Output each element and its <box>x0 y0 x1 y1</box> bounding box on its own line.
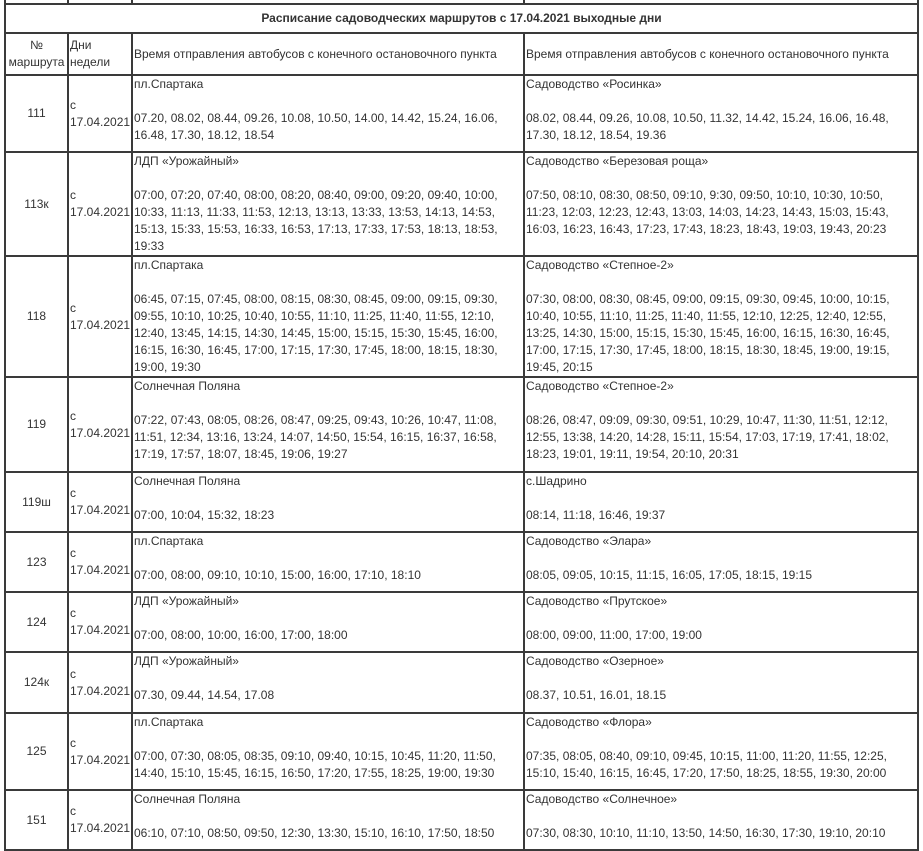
route-days: с 17.04.2021 <box>70 188 131 219</box>
spacer <box>526 93 916 110</box>
departure-a-cell <box>132 472 524 532</box>
route-days-cell <box>68 713 132 790</box>
departure-b-cell <box>524 75 918 152</box>
departure-b-cell <box>524 532 918 592</box>
departure-times-b: 07:35, 08:05, 08:40, 09:10, 09:45, 10:15, 11:00, 11:20, 11:55, 12:25, 15:10, 15:40, 16:15, 16:45, 17:20, 17:50, 18:25, 18:55, 19:30, 20:00 <box>526 749 887 780</box>
title-row <box>5 4 918 33</box>
departure-stop-b: Садоводство «Росинка» <box>526 77 662 91</box>
route-row <box>5 790 918 850</box>
route-days: с 17.04.2021 <box>70 546 131 577</box>
departure-a-cell <box>132 592 524 652</box>
route-number: 123 <box>26 554 47 569</box>
header-departure-a: Время отправления автобусов с конечного остановочного пункта <box>132 33 524 75</box>
header-route-number: № маршрута <box>5 33 68 75</box>
route-number-cell <box>5 377 68 472</box>
spacer <box>526 550 916 567</box>
departure-a-cell <box>132 652 524 713</box>
departure-times-a: 07:00, 07:30, 08:05, 08:35, 09:10, 09:40, 10:15, 10:45, 11:20, 11:50, 14:40, 15:10, 15:45, 16:15, 16:50, 17:20, 17:55, 18:25, 19:00, 19:30 <box>134 749 496 780</box>
spacer <box>526 170 916 187</box>
spacer <box>134 610 522 627</box>
schedule-table <box>4 0 919 851</box>
departure-stop-a: пл.Спартака <box>134 258 204 272</box>
departure-stop-b: Садоводство «Озерное» <box>526 654 664 668</box>
route-number-cell <box>5 532 68 592</box>
route-number-cell <box>5 472 68 532</box>
spacer <box>134 170 522 187</box>
route-row <box>5 472 918 532</box>
departure-b-cell <box>524 652 918 713</box>
spacer <box>134 274 522 291</box>
spacer <box>526 490 916 507</box>
departure-times-b: 07:30, 08:30, 10:10, 11:10, 13:50, 14:50, 16:30, 17:30, 19:10, 20:10 <box>526 826 886 840</box>
departure-stop-a: Солнечная Поляна <box>134 792 241 806</box>
departure-stop-a: пл.Спартака <box>134 715 204 729</box>
departure-times-b: 07:50, 08:10, 08:30, 08:50, 09:10, 9:30, 09:50, 10:10, 10:30, 10:50, 11:23, 12:03, 12:23, 12:43, 13:03, 14:03, 14:23, 14:43, 15:03, 15:43, 16:03, 16:23, 16:43, 17:23, 17:43, 18:23, 18:43, 19:03, 19:43, 20:23 <box>526 188 889 236</box>
spacer <box>134 731 522 748</box>
route-number: 124к <box>23 675 50 689</box>
spacer <box>526 610 916 627</box>
route-number: 119 <box>26 417 47 431</box>
departure-b-cell <box>524 713 918 790</box>
route-number-cell <box>5 592 68 652</box>
departure-times-a: 07:00, 10:04, 15:32, 18:23 <box>134 508 275 522</box>
route-row <box>5 652 918 713</box>
header-departure-b: Время отправления автобусов с конечного остановочного пункта <box>524 33 918 75</box>
route-days: с 17.04.2021 <box>70 666 131 698</box>
route-row <box>5 713 918 790</box>
schedule-title: Расписание садоводческих маршрутов с 17.04.2021 выходные дни <box>5 4 918 33</box>
route-number-cell <box>5 652 68 713</box>
route-number: 113к <box>24 196 49 211</box>
departure-b-cell <box>524 377 918 472</box>
route-number: 151 <box>26 812 47 827</box>
spacer <box>526 731 916 748</box>
departure-stop-b: Садоводство «Элара» <box>526 534 652 548</box>
route-number: 119ш <box>22 494 51 509</box>
departure-b-cell <box>524 152 918 256</box>
spacer <box>134 395 522 412</box>
spacer <box>134 93 522 110</box>
route-days: с 17.04.2021 <box>70 804 131 835</box>
departure-times-b: 08.02, 08.44, 09.26, 10.08, 10.50, 11.32, 14.42, 15.24, 16.06, 16.48, 17.30, 18.12, 18.54, 19.36 <box>526 111 889 142</box>
departure-a-cell <box>132 152 524 256</box>
route-number: 125 <box>26 744 47 758</box>
departure-times-a: 07:00, 08:00, 10:00, 16:00, 17:00, 18:00 <box>134 628 348 642</box>
spacer <box>134 670 522 687</box>
route-number-cell <box>5 256 68 377</box>
departure-stop-a: Солнечная Поляна <box>134 379 241 393</box>
departure-b-cell <box>524 592 918 652</box>
departure-times-a: 07.30, 09.44, 14.54, 17.08 <box>134 688 275 702</box>
route-number: 111 <box>27 106 46 120</box>
route-number: 124 <box>26 614 47 629</box>
departure-times-a: 07:00, 07:20, 07:40, 08:00, 08:20, 08:40, 09:00, 09:20, 09:40, 10:00, 10:33, 11:13, 11:33, 11:53, 12:13, 13:13, 13:33, 13:53, 14:13, 14:53, 15:13, 15:33, 15:53, 16:33, 16:53, 17:13, 17:33, 17:53, 18:13, 18:53, 19:33 <box>134 188 498 253</box>
spacer <box>526 808 916 825</box>
route-row <box>5 75 918 152</box>
route-days-cell <box>68 532 132 592</box>
route-number-cell <box>5 713 68 790</box>
departure-times-b: 08:00, 09:00, 11:00, 17:00, 19:00 <box>526 628 702 642</box>
spacer <box>526 274 916 291</box>
route-days-cell <box>68 472 132 532</box>
route-number-cell <box>5 152 68 256</box>
spacer <box>526 670 916 687</box>
spacer <box>134 490 522 507</box>
departure-times-a: 07:22, 07:43, 08:05, 08:26, 08:47, 09:25, 09:43, 10:26, 10:47, 11:08, 11:51, 12:34, 13:16, 13:24, 14:07, 14:50, 15:54, 16:15, 16:37, 16:58, 17:19, 17:57, 18:07, 18:45, 19:06, 19:27 <box>134 413 497 461</box>
route-row <box>5 152 918 256</box>
departure-stop-b: Садоводство «Солнечное» <box>526 792 678 806</box>
departure-a-cell <box>132 790 524 850</box>
departure-times-a: 07.20, 08.02, 08.44, 09.26, 10.08, 10.50, 14.00, 14.42, 15.24, 16.06, 16.48, 17.30, 18.12, 18.54 <box>134 111 498 142</box>
departure-times-a: 07:00, 08:00, 09:10, 10:10, 15:00, 16:00, 17:10, 18:10 <box>134 568 421 582</box>
route-days: с 17.04.2021 <box>70 735 131 767</box>
departure-stop-b: Садоводство «Флора» <box>526 715 652 729</box>
departure-stop-a: ЛДП «Урожайный» <box>134 594 239 608</box>
departure-stop-a: Солнечная Поляна <box>134 474 241 488</box>
header-row <box>5 33 918 75</box>
departure-times-b: 08.37, 10.51, 16.01, 18.15 <box>526 688 667 702</box>
route-days-cell <box>68 152 132 256</box>
route-days-cell <box>68 75 132 152</box>
departure-stop-a: пл.Спартака <box>134 534 204 548</box>
departure-b-cell <box>524 790 918 850</box>
departure-b-cell <box>524 472 918 532</box>
route-number-cell <box>5 75 68 152</box>
route-row <box>5 592 918 652</box>
route-row <box>5 256 918 377</box>
schedule-body <box>5 75 918 850</box>
departure-times-b: 08:14, 11:18, 16:46, 19:37 <box>526 508 666 522</box>
departure-stop-b: Садоводство «Степное-2» <box>526 379 674 393</box>
route-row <box>5 377 918 472</box>
route-number-cell <box>5 790 68 850</box>
departure-times-b: 08:26, 08:47, 09:09, 09:30, 09:51, 10:29, 10:47, 11:30, 11:51, 12:12, 12:55, 13:38, 14:20, 14:28, 15:11, 15:54, 17:03, 17:19, 17:41, 18:02, 18:23, 19:01, 19:11, 19:54, 20:10, 20:31 <box>526 413 889 461</box>
departure-times-a: 06:10, 07:10, 08:50, 09:50, 12:30, 13:30, 15:10, 16:10, 17:50, 18:50 <box>134 826 495 840</box>
departure-stop-b: с.Шадрино <box>526 474 587 488</box>
route-days-cell <box>68 256 132 377</box>
route-days-cell <box>68 377 132 472</box>
route-days: с 17.04.2021 <box>70 97 131 129</box>
departure-a-cell <box>132 713 524 790</box>
spacer <box>526 395 916 412</box>
route-days: с 17.04.2021 <box>70 486 131 517</box>
route-days: с 17.04.2021 <box>70 300 131 332</box>
route-days-cell <box>68 790 132 850</box>
route-days-cell <box>68 592 132 652</box>
departure-times-b: 08:05, 09:05, 10:15, 11:15, 16:05, 17:05, 18:15, 19:15 <box>526 568 813 582</box>
departure-stop-b: Садоводство «Березовая роща» <box>526 154 709 168</box>
departure-times-a: 06:45, 07:15, 07:45, 08:00, 08:15, 08:30, 08:45, 09:00, 09:15, 09:30, 09:55, 10:10, 10:25, 10:40, 10:55, 11:10, 11:25, 11:40, 11:55, 12:10, 12:40, 13:45, 14:15, 14:30, 14:45, 15:00, 15:15, 15:30, 15:45, 16:00, 16:15, 16:30, 16:45, 17:00, 17:15, 17:30, 17:45, 18:00, 18:15, 18:30, 19:00, 19:30 <box>134 292 498 374</box>
route-days: с 17.04.2021 <box>70 606 131 637</box>
departure-a-cell <box>132 532 524 592</box>
header-days: Дни недели <box>68 33 132 75</box>
departure-stop-b: Садоводство «Степное-2» <box>526 258 674 272</box>
route-number: 118 <box>26 309 47 323</box>
departure-a-cell <box>132 75 524 152</box>
spacer <box>134 550 522 567</box>
schedule-container <box>4 0 917 851</box>
route-days-cell <box>68 652 132 713</box>
route-row <box>5 532 918 592</box>
departure-times-b: 07:30, 08:00, 08:30, 08:45, 09:00, 09:15, 09:30, 09:45, 10:00, 10:15, 10:40, 10:55, 11:10, 11:25, 11:40, 11:55, 12:10, 12:25, 12:40, 12:55, 13:25, 14:30, 15:00, 15:15, 15:30, 15:45, 16:00, 16:15, 16:30, 16:45, 17:00, 17:15, 17:30, 17:45, 18:00, 18:15, 18:30, 18:45, 19:00, 19:15, 19:45, 20:15 <box>526 292 890 374</box>
departure-a-cell <box>132 256 524 377</box>
departure-a-cell <box>132 377 524 472</box>
departure-stop-a: пл.Спартака <box>134 77 204 91</box>
departure-b-cell <box>524 256 918 377</box>
departure-stop-a: ЛДП «Урожайный» <box>134 654 239 668</box>
departure-stop-a: ЛДП «Урожайный» <box>134 154 239 168</box>
spacer <box>134 808 522 825</box>
departure-stop-b: Садоводство «Прутское» <box>526 594 668 608</box>
route-days: с 17.04.2021 <box>70 408 131 440</box>
